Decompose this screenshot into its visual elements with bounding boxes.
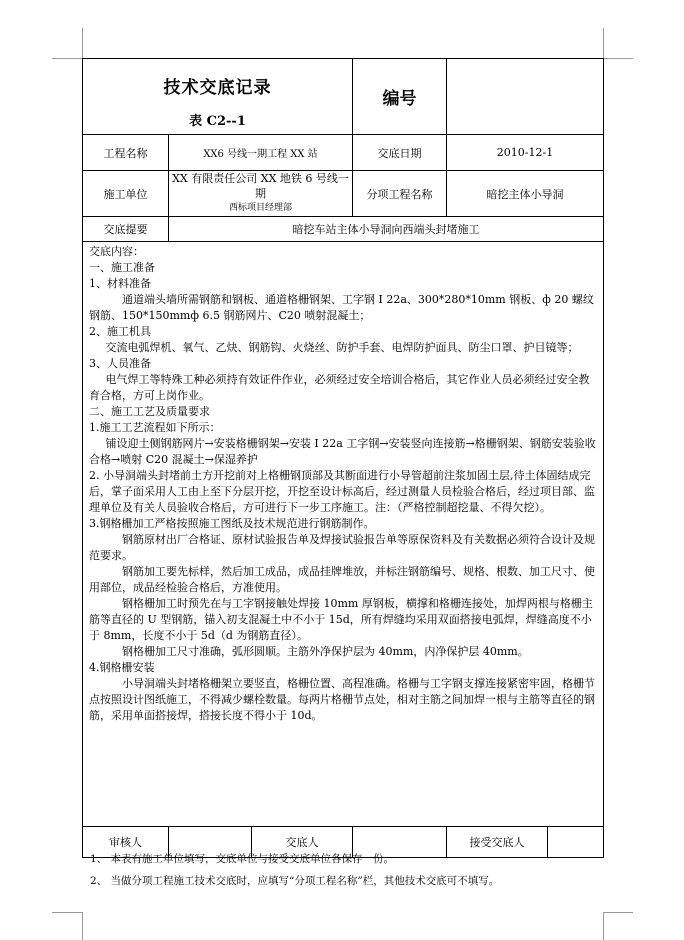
content-paragraph: 2. 小导洞端头封堵前土方开挖前对上格栅钢顶部及其断面进行小导管超前注浆加固土层,待土体固结成完后，掌子面采用人工由上至下分层开挖，开挖至设计标高后，经过测量人员检验合格后，经过项目部、监理单位及有关人员验收合格后，方可进行下一步工序施工。注：（严格控制超挖量、不得欠挖）。 <box>89 469 595 514</box>
form-title: 技术交底记录 <box>163 77 272 98</box>
summary-label: 交底提要 <box>83 217 169 242</box>
content-paragraph: 钢格栅加工时预先在与工字钢接触处焊接 10mm 厚钢板，横撑和格栅连接处，加焊两根与格栅主筋等直径的 U 型钢筋，锚入初支混凝土中不小于 15d，所有焊缝均采用双面搭接电弧焊，焊缝高度不小于 8mm，长度不小于 5d（d 为钢筋直径）。 <box>89 597 593 642</box>
subsection-heading: 4.钢格栅安装 <box>89 661 155 674</box>
subsection-heading: 3、人员准备 <box>89 357 151 370</box>
date-label: 交底日期 <box>353 135 447 171</box>
content-paragraph: 钢格栅加工尺寸准确，弧形圆顺。主筋外净保护层为 40mm，内净保护层 40mm。 <box>122 645 529 658</box>
footnote-2: 2、 当做分项工程施工技术交底时，应填写“分项工程名称”栏，其他技术交底可不填写。 <box>90 875 500 887</box>
content-paragraph: 电气焊工等特殊工种必须持有效证件作业，必须经过安全培训合格后，其它作业人员必须经过安全教育合格，方可上岗作业。 <box>89 373 590 402</box>
content-paragraph: 钢筋原材出厂合格证、原材试验报告单及焊接试验报告单等原保资料及有关数据必须符合设计及规范要求。 <box>89 533 595 562</box>
crop-mark-top-right-v <box>603 28 604 58</box>
content-paragraph: 钢筋加工要先标样，然后加工成品，成品挂牌堆放，并标注钢筋编号、规格、根数、加工尺寸、使用部位，成品经检验合格后，方准使用。 <box>89 565 595 594</box>
content-paragraph: 铺设迎土侧钢筋网片→安装格栅钢架→安装 I 22a 工字钢→安装竖向连接筋→格栅钢架、钢筋安装验收合格→喷射 C20 混凝土→保湿养护 <box>89 437 596 466</box>
technical-briefing-form <box>82 58 604 858</box>
unit-value-line2: 西标项目经理部 <box>228 203 292 213</box>
crop-mark-top-left-v <box>82 28 83 58</box>
content-paragraph: 交流电弧焊机、氧气、乙炔、钢筋钩、火烧丝、防护手套、电焊防护面具、防尘口罩、护目镜等； <box>105 341 579 354</box>
content-heading: 交底内容： <box>89 245 144 258</box>
content-paragraph: 通道端头墙所需钢筋和钢板、通道格栅钢架、工字钢 I 22a、300*280*10mm 钢板、ф 20 螺纹钢筋、150*150mmф 6.5 钢筋网片、C20 喷射混凝土； <box>89 293 594 322</box>
subsection-heading: 3.钢格栅加工严格按照施工图纸及技术规范进行钢筋制作。 <box>89 517 375 530</box>
crop-mark-bottom-right-v <box>603 912 604 940</box>
unit-label: 施工单位 <box>83 171 169 217</box>
code-value-cell <box>447 59 604 135</box>
subsection-heading: 1、材料准备 <box>89 277 151 290</box>
summary-value: 暗挖车站主体小导洞向西端头封堵施工 <box>169 217 604 242</box>
section-heading: 一、施工准备 <box>89 261 155 274</box>
date-value: 2010-12-1 <box>447 135 604 171</box>
crop-mark-bottom-left-h <box>52 912 82 913</box>
project-name-value: XX6 号线一期工程 XX 站 <box>169 135 353 171</box>
form-table-number: 表 C2--1 <box>189 113 246 129</box>
crop-mark-bottom-right-h <box>603 912 633 913</box>
subsection-heading: 1.施工工艺流程如下所示： <box>89 421 221 434</box>
section-heading: 二、施工工艺及质量要求 <box>89 405 210 418</box>
presenter-label: 交底人 <box>285 836 319 849</box>
receiver-label: 接受交底人 <box>447 827 548 857</box>
crop-mark-top-right-h <box>603 58 633 59</box>
footnotes <box>90 848 600 892</box>
content-paragraph: 小导洞端头封堵格栅架立要竖直，格栅位置、高程准确。格栅与工字钢支撑连接紧密牢固，格栅节点按照设计图纸施工，不得减少螺栓数量。每两片格栅节点处，相对主筋之间加焊一根与主筋等直径的钢筋，采用单面搭接焊，搭接长度不得小于 10d。 <box>89 677 595 722</box>
footnote-1: 1、 本表有施工单位填写，交底单位与接受交底单位各保存一份。 <box>90 853 395 865</box>
form-title-cell <box>83 59 353 135</box>
reviewer-label: 审核人 <box>83 827 169 858</box>
briefing-content <box>83 242 604 827</box>
unit-value-cell <box>169 171 353 217</box>
sub-project-value: 暗挖主体小导洞 <box>447 171 604 217</box>
subsection-heading: 2、施工机具 <box>89 325 151 338</box>
sub-project-label: 分项工程名称 <box>353 171 447 217</box>
project-name-label: 工程名称 <box>83 135 169 171</box>
code-label: 编号 <box>382 89 417 109</box>
unit-value-line1: XX 有限责任公司 XX 地铁 6 号线一期 <box>172 172 349 200</box>
crop-mark-top-left-h <box>52 58 82 59</box>
code-label-cell <box>353 59 447 135</box>
crop-mark-bottom-left-v <box>82 912 83 940</box>
